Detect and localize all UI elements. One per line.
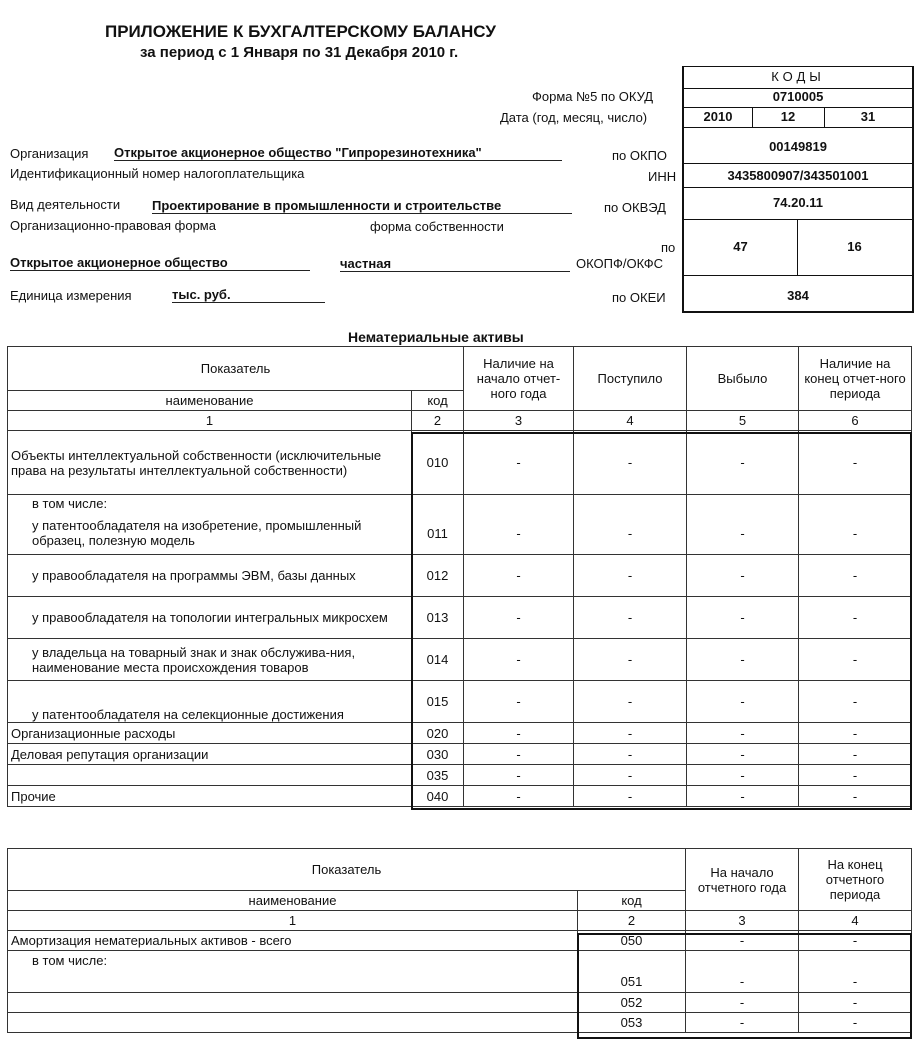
okud-label: Форма №5 по ОКУД xyxy=(532,89,654,104)
table-row xyxy=(8,495,912,513)
row-code: 020 xyxy=(412,723,464,744)
header-indicator: Показатель xyxy=(8,849,686,891)
date-month: 12 xyxy=(780,109,796,124)
row-code xyxy=(412,495,464,513)
col-number: 6 xyxy=(799,411,912,431)
codes-box xyxy=(682,66,914,313)
value-cell: - xyxy=(464,765,574,786)
row-name xyxy=(8,993,578,1013)
okpo-code: 00149819 xyxy=(769,139,827,154)
row-name xyxy=(8,1013,578,1033)
header-indicator: Показатель xyxy=(8,347,464,391)
intangible-assets-table xyxy=(7,346,912,807)
header-begin: На начало отчетного года xyxy=(686,849,799,911)
row-name: Прочие xyxy=(8,786,412,807)
col-number: 3 xyxy=(686,911,799,931)
header-name: наименование xyxy=(8,891,578,911)
value-cell: - xyxy=(464,723,574,744)
inn-label: Идентификационный номер налогоплательщика xyxy=(10,166,305,181)
row-name: в том числе: xyxy=(8,495,412,513)
page-title: ПРИЛОЖЕНИЕ К БУХГАЛТЕРСКОМУ БАЛАНСУ xyxy=(105,22,496,41)
header-code: код xyxy=(578,891,686,911)
table-row xyxy=(8,555,912,597)
col-number: 1 xyxy=(8,411,412,431)
value-cell: - xyxy=(687,786,799,807)
row-name: Амортизация нематериальных активов - всего xyxy=(8,931,578,951)
okpo-label: по ОКПО xyxy=(612,148,668,163)
okved-label: по ОКВЭД xyxy=(604,200,666,215)
value-cell: - xyxy=(686,971,799,993)
ownership-label: форма собственности xyxy=(370,219,504,234)
unit-value: тыс. руб. xyxy=(172,287,325,303)
table-row xyxy=(8,431,912,495)
section-title: Нематериальные активы xyxy=(348,329,524,345)
value-cell: - xyxy=(687,723,799,744)
codes-heading: КОДЫ xyxy=(771,69,825,84)
value-cell: - xyxy=(464,431,574,495)
row-code: 015 xyxy=(412,681,464,723)
value-cell: - xyxy=(464,513,574,555)
value-cell: - xyxy=(464,597,574,639)
table-row xyxy=(8,951,912,971)
value-cell: - xyxy=(687,765,799,786)
org-value: Открытое акционерное общество "Гипрорезинотехника" xyxy=(114,145,562,161)
table-row xyxy=(8,993,912,1013)
value-cell: - xyxy=(799,971,912,993)
header-end: На конец отчетного периода xyxy=(799,849,912,911)
value-cell: - xyxy=(687,431,799,495)
value-cell xyxy=(799,951,912,971)
col-number: 1 xyxy=(8,911,578,931)
value-cell xyxy=(686,951,799,971)
value-cell: - xyxy=(686,931,799,951)
value-cell: - xyxy=(464,744,574,765)
row-name: у патентообладателя на селекционные достижения xyxy=(8,681,412,723)
value-cell: - xyxy=(464,786,574,807)
header-code: код xyxy=(412,391,464,411)
value-cell: - xyxy=(799,639,912,681)
date-year: 2010 xyxy=(703,109,733,124)
legal-form-label: Организационно-правовая форма xyxy=(10,218,216,233)
row-name: у патентообладателя на изобретение, промышленный образец, полезную модель xyxy=(8,513,412,555)
value-cell xyxy=(687,495,799,513)
value-cell xyxy=(464,495,574,513)
table-row xyxy=(8,1013,912,1033)
table-row xyxy=(8,723,912,744)
col-number: 4 xyxy=(799,911,912,931)
col-number: 3 xyxy=(464,411,574,431)
row-name: Деловая репутация организации xyxy=(8,744,412,765)
row-code: 014 xyxy=(412,639,464,681)
row-code: 040 xyxy=(412,786,464,807)
row-code: 053 xyxy=(578,1013,686,1033)
value-cell: - xyxy=(574,555,687,597)
value-cell xyxy=(574,495,687,513)
value-cell: - xyxy=(799,513,912,555)
table-row xyxy=(8,639,912,681)
header-out: Выбыло xyxy=(687,347,799,411)
unit-label: Единица измерения xyxy=(10,288,132,303)
value-cell: - xyxy=(686,1013,799,1033)
ownership-value: частная xyxy=(340,256,570,272)
table-row xyxy=(8,597,912,639)
value-cell: - xyxy=(574,744,687,765)
row-name: Объекты интеллектуальной собственности (исключительные права на результаты интеллектуальной собственности) xyxy=(8,431,412,495)
row-name: Организационные расходы xyxy=(8,723,412,744)
row-name: у правообладателя на программы ЭВМ, базы данных xyxy=(8,555,412,597)
table-row xyxy=(8,971,912,993)
value-cell: - xyxy=(799,723,912,744)
value-cell: - xyxy=(799,931,912,951)
table-row xyxy=(8,931,912,951)
okopf-label-top: по xyxy=(661,240,676,255)
table-row xyxy=(8,513,912,555)
row-code: 052 xyxy=(578,993,686,1013)
table-row xyxy=(8,744,912,765)
page-subtitle: за период с 1 Января по 31 Декабря 2010 г. xyxy=(140,44,459,61)
legal-form-value: Открытое акционерное общество xyxy=(10,255,310,271)
value-cell: - xyxy=(687,513,799,555)
value-cell: - xyxy=(574,597,687,639)
value-cell: - xyxy=(686,993,799,1013)
value-cell: - xyxy=(574,513,687,555)
okei-code: 384 xyxy=(787,288,809,303)
row-name: в том числе: xyxy=(8,951,578,971)
value-cell: - xyxy=(574,765,687,786)
activity-value: Проектирование в промышленности и строительстве xyxy=(152,198,572,214)
row-name: у правообладателя на топологии интегральных микросхем xyxy=(8,597,412,639)
row-code: 013 xyxy=(412,597,464,639)
row-code: 011 xyxy=(412,513,464,555)
value-cell xyxy=(799,495,912,513)
value-cell: - xyxy=(799,1013,912,1033)
value-cell: - xyxy=(799,431,912,495)
header-name: наименование xyxy=(8,391,412,411)
col-number: 4 xyxy=(574,411,687,431)
date-label: Дата (год, месяц, число) xyxy=(500,110,648,125)
okei-label: по ОКЕИ xyxy=(612,290,666,305)
row-name xyxy=(8,971,578,993)
col-number: 5 xyxy=(687,411,799,431)
value-cell: - xyxy=(574,681,687,723)
value-cell: - xyxy=(574,431,687,495)
header-in: Поступило xyxy=(574,347,687,411)
row-code: 051 xyxy=(578,971,686,993)
row-name xyxy=(8,765,412,786)
org-label: Организация xyxy=(10,146,89,161)
amortization-table xyxy=(7,848,912,1033)
value-cell: - xyxy=(799,555,912,597)
row-code: 035 xyxy=(412,765,464,786)
row-code: 012 xyxy=(412,555,464,597)
col-number: 2 xyxy=(412,411,464,431)
activity-label: Вид деятельности xyxy=(10,197,121,212)
table-row xyxy=(8,765,912,786)
value-cell: - xyxy=(464,681,574,723)
col-number: 2 xyxy=(578,911,686,931)
value-cell: - xyxy=(574,786,687,807)
row-code: 010 xyxy=(412,431,464,495)
value-cell: - xyxy=(464,555,574,597)
okved-code: 74.20.11 xyxy=(773,195,823,210)
value-cell: - xyxy=(799,765,912,786)
row-name: у владельца на товарный знак и знак обслужива-ния, наименование места происхождения товаров xyxy=(8,639,412,681)
value-cell: - xyxy=(687,681,799,723)
value-cell: - xyxy=(574,723,687,744)
inn-code-label: ИНН xyxy=(648,169,677,184)
row-code: 050 xyxy=(578,931,686,951)
okud-code: 0710005 xyxy=(772,89,824,104)
table-row xyxy=(8,681,912,723)
value-cell: - xyxy=(464,639,574,681)
value-cell: - xyxy=(799,681,912,723)
value-cell: - xyxy=(799,597,912,639)
value-cell: - xyxy=(687,597,799,639)
value-cell: - xyxy=(799,744,912,765)
value-cell: - xyxy=(799,993,912,1013)
value-cell: - xyxy=(687,744,799,765)
okfs-code: 16 xyxy=(847,239,862,254)
okopf-code: 47 xyxy=(733,239,748,254)
value-cell: - xyxy=(574,639,687,681)
row-code xyxy=(578,951,686,971)
date-day: 31 xyxy=(860,109,876,124)
value-cell: - xyxy=(687,639,799,681)
row-code: 030 xyxy=(412,744,464,765)
value-cell: - xyxy=(687,555,799,597)
table-row xyxy=(8,786,912,807)
inn-code: 3435800907/343501001 xyxy=(727,168,869,183)
header-begin: Наличие на начало отчет-ного года xyxy=(464,347,574,411)
value-cell: - xyxy=(799,786,912,807)
okopf-label: ОКОПФ/ОКФС xyxy=(576,256,664,271)
header-end: Наличие на конец отчет-ного периода xyxy=(799,347,912,411)
